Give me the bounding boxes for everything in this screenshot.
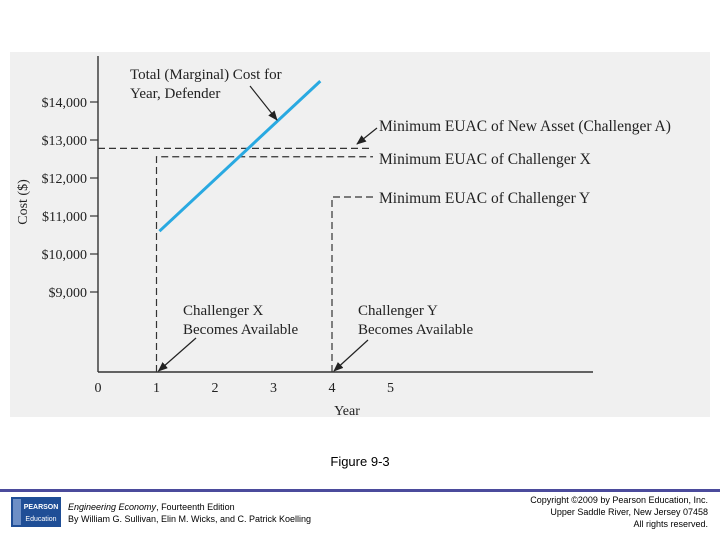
- y-tick-label-3: $12,000: [41, 172, 87, 187]
- x-tick-label-5: 5: [387, 381, 394, 396]
- annotation-challenger-x-line-1: Challenger X: [183, 303, 264, 319]
- figure-caption: Figure 9-3: [330, 454, 390, 469]
- y-tick-label-0: $9,000: [48, 286, 87, 301]
- annotation-defender-line-1: Total (Marginal) Cost for: [130, 67, 282, 83]
- annotation-defender-line-2: Year, Defender: [130, 86, 221, 102]
- logo-bottom-text: Education: [25, 516, 57, 523]
- x-axis-label: Year: [334, 404, 360, 417]
- pearson-logo: [11, 497, 61, 527]
- footer-rule: [0, 489, 720, 492]
- ref-line-challenger-y: [332, 197, 373, 372]
- x-tick-label-1: 1: [153, 381, 160, 396]
- book-info: [68, 501, 311, 525]
- copyright-line-2: Upper Saddle River, New Jersey 07458: [550, 507, 708, 517]
- y-tick-label-4: $13,000: [41, 134, 87, 149]
- book-title-line: [68, 501, 311, 513]
- chart: [10, 52, 710, 417]
- y-tick-label-2: $11,000: [42, 210, 87, 225]
- copyright-line-3: All rights reserved.: [633, 519, 708, 529]
- x-tick-label-2: 2: [211, 381, 219, 396]
- x-tick-label-4: 4: [328, 381, 336, 396]
- book-authors: By William G. Sullivan, Elin M. Wicks, and C. Patrick Koelling: [68, 514, 312, 524]
- ref-label-challenger-x: Minimum EUAC of Challenger X: [379, 151, 591, 168]
- arrow-challenger-x: [159, 338, 197, 371]
- annotation-challenger-y-line-2: Becomes Available: [358, 322, 474, 338]
- annotation-challenger-y-line-1: Challenger Y: [358, 303, 438, 319]
- figure-panel: [10, 52, 710, 417]
- y-axis-label: Cost ($): [16, 179, 31, 225]
- arrow-defender: [250, 86, 277, 120]
- arrow-challenger-a: [357, 128, 377, 144]
- x-tick-label-0: 0: [94, 381, 102, 396]
- ref-line-challenger-x: [157, 157, 374, 372]
- logo-top-text: PEARSON: [23, 504, 59, 511]
- y-tick-label-5: $14,000: [41, 96, 87, 111]
- x-tick-label-3: 3: [270, 381, 277, 396]
- arrow-challenger-y: [334, 340, 368, 371]
- copyright: [530, 494, 708, 530]
- ref-label-challenger-a: Minimum EUAC of New Asset (Challenger A): [379, 118, 671, 135]
- y-tick-label-1: $10,000: [41, 248, 87, 263]
- book-title: Engineering Economy: [68, 502, 157, 512]
- copyright-line-1: Copyright ©2009 by Pearson Education, Inc.: [530, 495, 708, 505]
- ref-label-challenger-y: Minimum EUAC of Challenger Y: [379, 190, 591, 207]
- annotation-challenger-x-line-2: Becomes Available: [183, 322, 299, 338]
- book-edition: , Fourteenth Edition: [156, 502, 235, 512]
